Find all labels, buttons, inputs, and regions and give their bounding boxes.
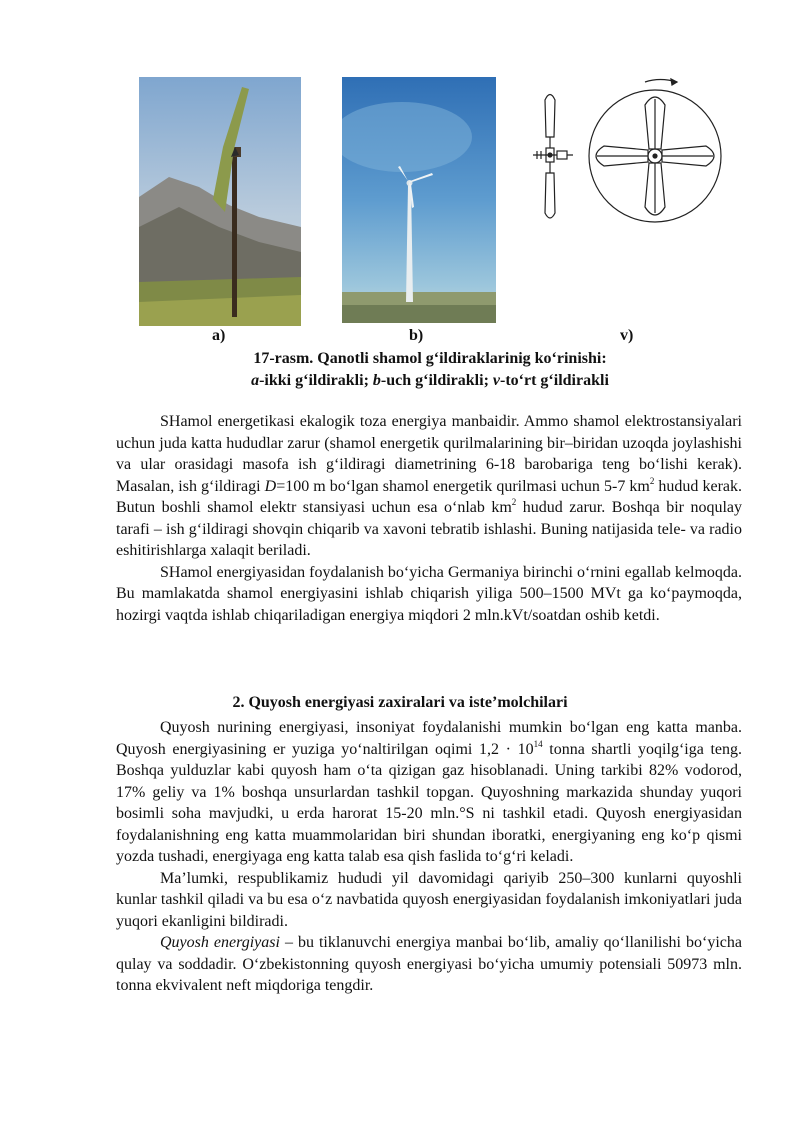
paragraph-solar-potential xyxy=(116,932,742,997)
caption-text-v: -to‘rt g‘ildirakli xyxy=(500,372,609,389)
caption-legend xyxy=(60,370,800,392)
paragraph-germany: SHamol energiyasidan foydalanish bo‘yicha Germaniya birinchi o‘rnini egallab kelmoqda. Bu mamlakatda shamol energiyasini ishlab chiqarish yiliga 500–1500 MVt ga ko‘paymoqda, hozirgi vaqtda ishlab chiqariladigan energiya miqdori 2 mln.kVt/soatdan oshib ketdi. xyxy=(116,563,742,624)
two-blade-turbine-image xyxy=(139,77,301,326)
p5-text: – bu tiklanuvchi energiya manbai bo‘lib, amaliy qo‘llanilishi bo‘yicha qulay va soddadir. O‘zbekistonning quyosh energiyasi bo‘yicha umumiy potensiali 50973 mln. tonna ekvivalent neft miqdoriga tengdir. xyxy=(116,934,742,994)
panel-label-b: b) xyxy=(409,327,424,344)
paragraph-wind-land xyxy=(116,411,742,562)
p1-text-a: SHamol energetikasi ekalogik toza energiya manbaidir. Ammo shamol elektrostansiyalari uchun juda katta hududlar zarur (shamol energetik qurilmalarining bir–biridan uzoqda joylashishi va ular orasidagi masofa ish g‘ildiragi diametrining 6-18 barobariga teng bo‘lishi kerak). Masalan, ish g‘ildiragi xyxy=(116,413,742,495)
p5-italic-term: Quyosh energiyasi xyxy=(160,934,280,951)
p1-symbol-d: D xyxy=(264,477,277,495)
photo-three-blade-turbine xyxy=(342,77,496,323)
paragraph-solar-energy xyxy=(116,717,742,868)
p3-superscript: 14 xyxy=(533,738,543,749)
body-text-solar xyxy=(116,717,742,997)
caption-letter-b: b xyxy=(372,372,381,389)
section-heading: 2. Quyosh energiyasi zaxiralari va iste’molchilari xyxy=(232,694,568,711)
caption-letter-v: v xyxy=(492,372,501,389)
photo-two-blade-turbine xyxy=(139,77,301,326)
drawing-four-blade-turbine xyxy=(525,75,745,235)
p1-superscript-1: 2 xyxy=(649,475,655,486)
body-text-wind xyxy=(116,411,742,626)
panel-label-a: a) xyxy=(212,327,226,344)
figure-caption xyxy=(0,348,800,392)
caption-text-a: -ikki g‘ildirakli; xyxy=(259,372,373,389)
p1-superscript-2: 2 xyxy=(511,497,517,507)
panel-label-v: v) xyxy=(620,327,634,344)
four-blade-turbine-drawing xyxy=(525,75,745,235)
caption-letter-a: a xyxy=(251,372,260,389)
p1-text-c: hudud kerak. Butun boshli shamol elektr stansiyasi uchun esa o‘nlab km xyxy=(116,477,743,516)
p1-text-b: =100 m bo‘lgan shamol energetik qurilmasi uchun 5-7 km xyxy=(276,477,650,495)
p3-text-b: tonna shartli yoqilg‘iga teng. Boshqa yulduzlar kabi quyosh ham o‘ta qizigan gaz hisoblanadi. Uning tarkibi 82% vodorod, 17% geliy va 1% boshqa unsurlardan tashkil topgan. Quyoshning markazida shunday yuqori bosimli soha mavjudki, u erda harorat 15-20 mln.°S ni tashkil etadi. Quyosh energiyasidan foydalanishning eng katta muammolaridan biri shundan iboratki, energiyaning eng ko‘p qismi yozda tushadi, energiyaga eng katta talab esa qish faslida to‘g‘ri keladi. xyxy=(116,740,743,865)
three-blade-turbine-image xyxy=(342,77,496,323)
paragraph-sunny-days: Ma’lumki, respublikamiz hududi yil davomidagi qariyib 250–300 kunlarni quyoshli kunlar tashkil qiladi va bu esa o‘z navbatida quyosh energiyasidan foydalanish imkoniyatlari juda yuqori ekanligini bildiradi. xyxy=(116,869,742,930)
caption-text-b: -uch g‘ildirakli; xyxy=(380,372,493,389)
caption-title: 17-rasm. Qanotli shamol g‘ildiraklarinig ko‘rinishi: xyxy=(253,350,607,367)
p3-text-a: Quyosh nurining energiyasi, insoniyat foydalanishi mumkin bo‘lgan eng katta manba. Quyosh energiyasining er yuziga yo‘naltirilgan oqimi 1,2 · 10 xyxy=(116,719,742,758)
p1-text-d: hudud zarur. Boshqa bir noqulay tarafi – ish g‘ildiragi shovqin chiqarib va xavoni tebratib ishlashi. Buning natijasida tele- va radio eshitirishlarga xalaqit beriladi. xyxy=(116,499,742,559)
